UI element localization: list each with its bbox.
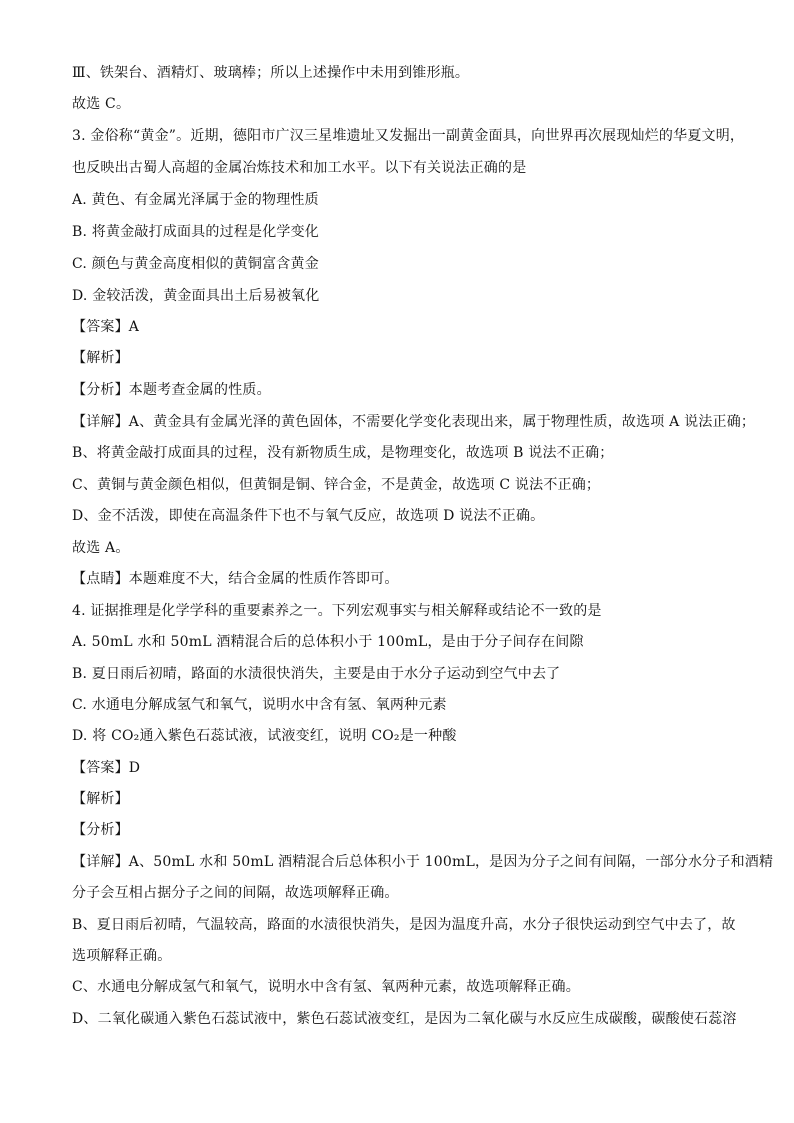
analysis-label: 【解析】 xyxy=(72,350,129,366)
detail-text: 【详解】A、50mL 水和 50mL 酒精混合后总体积小于 100mL，是因为分子之间有间隔，一部分水分子和酒精 xyxy=(72,854,774,870)
text-line: 故选 C。 xyxy=(72,96,131,112)
text-line: Ⅲ、铁架台、酒精灯、玻璃棒；所以上述操作中未用到锥形瓶。 xyxy=(72,65,470,81)
detail-text: C、黄铜与黄金颜色相似，但黄铜是铜、锌合金，不是黄金，故选项 C 说法不正确； xyxy=(72,477,601,493)
answer-label: 【答案】D xyxy=(72,760,141,776)
option-d: D. 将 CO₂通入紫色石蕊试液，试液变红，说明 CO₂是一种酸 xyxy=(72,728,457,744)
detail-text: B、将黄金敲打成面具的过程，没有新物质生成，是物理变化，故选项 B 说法不正确； xyxy=(72,445,614,461)
detail-text: C、水通电分解成氢气和氧气，说明水中含有氢、氧两种元素，故选项解释正确。 xyxy=(72,979,580,995)
detail-text: 【详解】A、黄金具有金属光泽的黄色固体，不需要化学变化表现出来，属于物理性质，故选项 A 说法正确； xyxy=(72,414,756,430)
detail-text: D、二氧化碳通入紫色石蕊试液中，紫色石蕊试液变红，是因为二氧化碳与水反应生成碳酸，碳酸使石蕊溶 xyxy=(72,1011,737,1027)
question-3-stem: 也反映出古蜀人高超的金属冶炼技术和加工水平。以下有关说法正确的是 xyxy=(72,160,527,176)
option-a: A. 黄色、有金属光泽属于金的物理性质 xyxy=(72,192,319,208)
answer-label: 【答案】A xyxy=(72,319,140,335)
option-a: A. 50mL 水和 50mL 酒精混合后的总体积小于 100mL，是由于分子间存在间隙 xyxy=(72,634,584,650)
detail-text: 分子会互相占据分子之间的间隔，故选项解释正确。 xyxy=(72,885,399,901)
question-4-stem: 4. 证据推理是化学学科的重要素养之一。下列宏观事实与相关解释或结论不一致的是 xyxy=(72,603,602,619)
detail-text: B、夏日雨后初晴，气温较高，路面的水渍很快消失，是因为温度升高，水分子很快运动到空气中去了，故 xyxy=(72,917,736,933)
analysis-text: 【分析】本题考查金属的性质。 xyxy=(72,382,271,398)
analysis-label: 【解析】 xyxy=(72,791,129,807)
option-c: C. 颜色与黄金高度相似的黄铜富含黄金 xyxy=(72,256,319,272)
question-3-stem: 3. 金俗称“黄金”。近期，德阳市广汉三星堆遗址又发掘出一副黄金面具，向世界再次展现灿烂的华夏文明， xyxy=(72,128,745,144)
option-b: B. 将黄金敲打成面具的过程是化学变化 xyxy=(72,224,319,240)
text-line: 故选 A。 xyxy=(72,540,130,556)
option-b: B. 夏日雨后初晴，路面的水渍很快消失，主要是由于水分子运动到空气中去了 xyxy=(72,666,561,682)
comment-text: 【点睛】本题难度不大，结合金属的性质作答即可。 xyxy=(72,571,399,587)
detail-text: D、金不活泼，即使在高温条件下也不与氧气反应，故选项 D 说法不正确。 xyxy=(72,508,545,524)
detail-text: 选项解释正确。 xyxy=(72,948,172,964)
option-c: C. 水通电分解成氢气和氧气，说明水中含有氢、氧两种元素 xyxy=(72,697,447,713)
analysis-label: 【分析】 xyxy=(72,822,129,838)
option-d: D. 金较活泼，黄金面具出土后易被氧化 xyxy=(72,288,320,304)
